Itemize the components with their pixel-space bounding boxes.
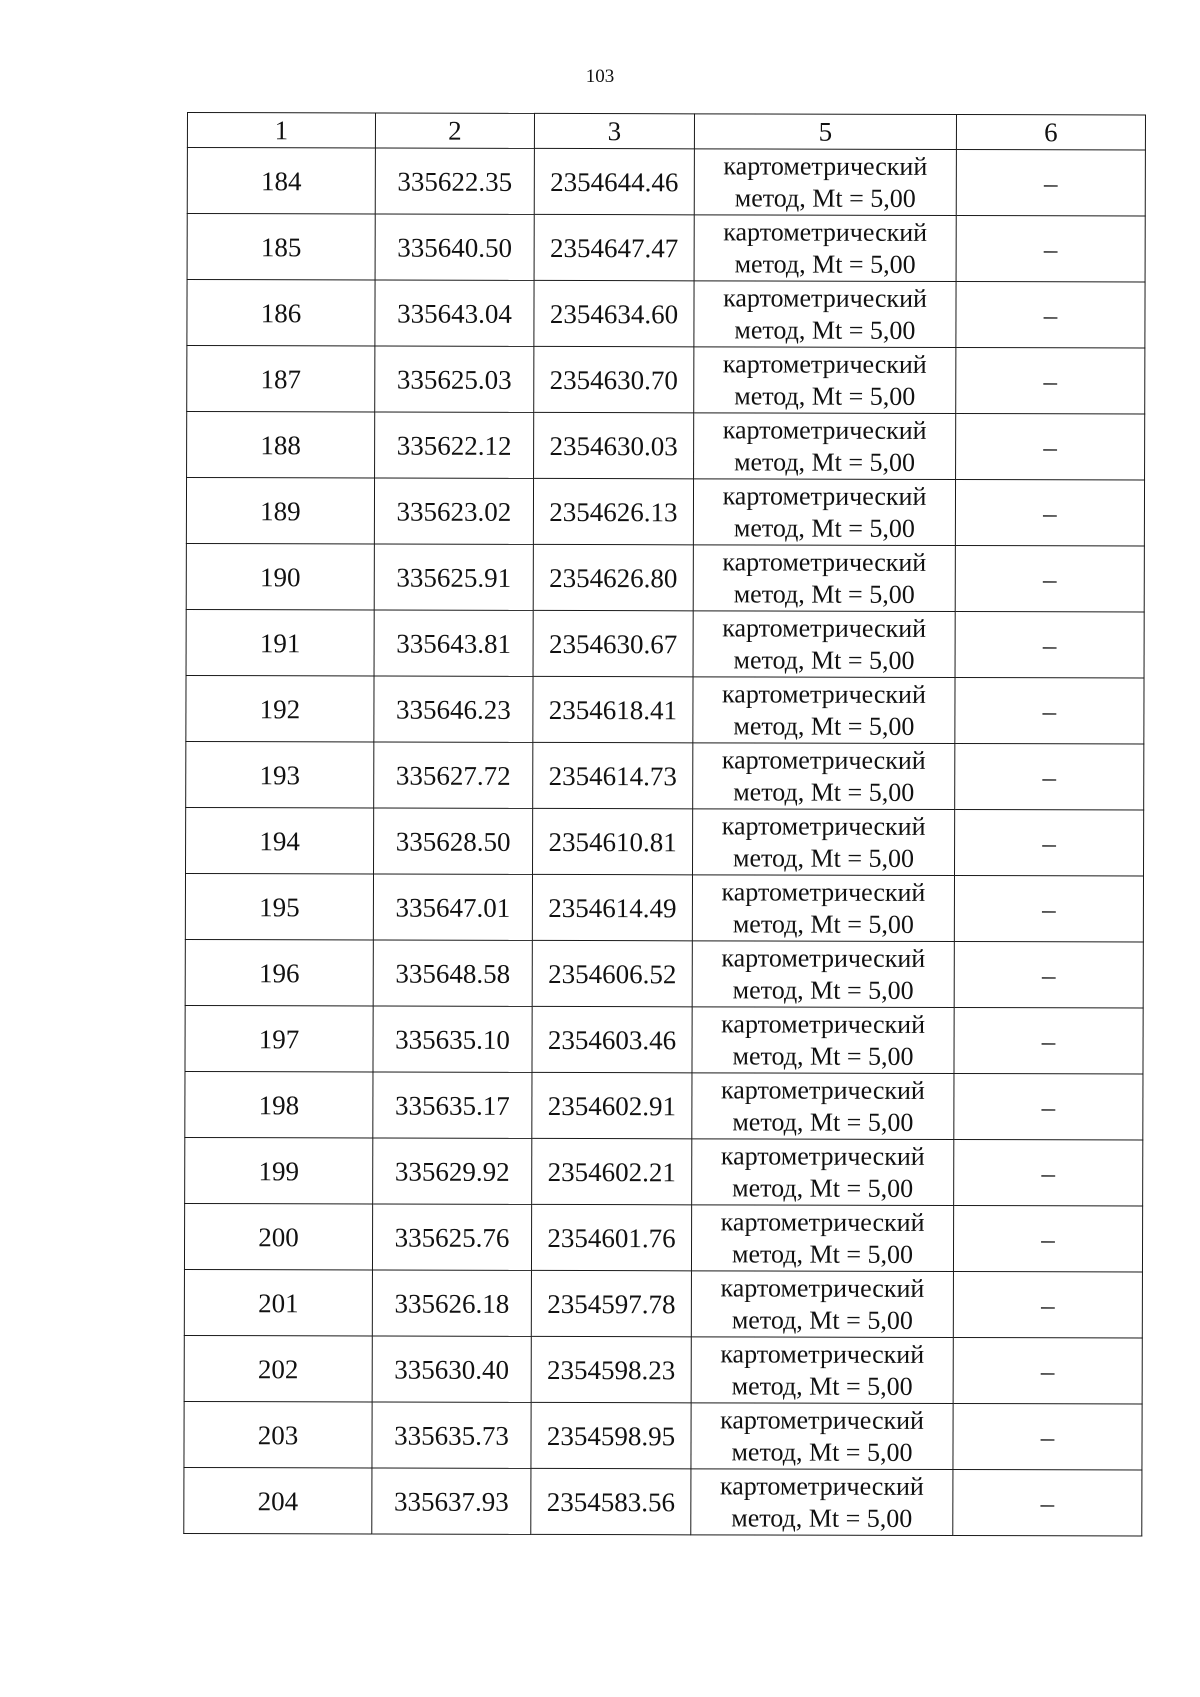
table-row: [187, 346, 1145, 415]
x-coordinate-cell: 335622.12: [375, 412, 534, 478]
method-cell: [693, 809, 955, 876]
method-accuracy: метод, Mt = 5,00: [734, 182, 916, 213]
y-coordinate-cell: 2354614.49: [532, 874, 692, 940]
method-accuracy: метод, Mt = 5,00: [732, 1172, 914, 1203]
table-row: [186, 741, 1144, 810]
note-cell: –: [954, 1140, 1143, 1206]
x-coordinate-cell: 335635.17: [373, 1072, 532, 1138]
x-coordinate-cell: 335643.81: [374, 610, 533, 676]
table-row: [186, 478, 1144, 547]
x-coordinate-cell: 335635.73: [372, 1402, 531, 1468]
method-accuracy: метод, Mt = 5,00: [733, 578, 915, 609]
table-row: [184, 1335, 1142, 1404]
point-number-cell: 202: [184, 1335, 372, 1401]
method-accuracy: метод, Mt = 5,00: [731, 1370, 913, 1401]
coordinates-table: [183, 112, 1146, 1537]
table-row: [185, 939, 1143, 1008]
method-accuracy: метод, Mt = 5,00: [733, 710, 915, 741]
point-number-cell: 197: [185, 1005, 373, 1071]
method-accuracy: метод, Mt = 5,00: [732, 974, 914, 1005]
method-cell: [694, 347, 956, 414]
x-coordinate-cell: 335648.58: [373, 940, 532, 1006]
method-cell: [694, 215, 956, 282]
method-accuracy: метод, Mt = 5,00: [733, 644, 915, 675]
point-number-cell: 184: [187, 148, 375, 214]
table-row: [184, 1203, 1142, 1272]
x-coordinate-cell: 335646.23: [374, 676, 533, 742]
y-coordinate-cell: 2354630.67: [533, 610, 693, 676]
method-name: картометрический: [720, 1272, 925, 1303]
header-col-5: 5: [694, 114, 956, 150]
point-number-cell: 189: [186, 478, 374, 544]
x-coordinate-cell: 335626.18: [372, 1270, 531, 1336]
method-name: картометрический: [722, 414, 927, 445]
point-number-cell: 201: [184, 1269, 372, 1335]
y-coordinate-cell: 2354583.56: [531, 1468, 691, 1534]
method-cell: [694, 281, 956, 348]
method-name: картометрический: [721, 876, 926, 907]
method-cell: [691, 1403, 953, 1470]
method-accuracy: метод, Mt = 5,00: [733, 842, 915, 873]
note-cell: –: [954, 1008, 1143, 1074]
method-cell: [693, 677, 955, 744]
header-row: [187, 113, 1145, 151]
method-name: картометрический: [720, 1338, 925, 1369]
y-coordinate-cell: 2354630.03: [534, 412, 694, 478]
x-coordinate-cell: 335630.40: [372, 1336, 531, 1402]
method-cell: [693, 611, 955, 678]
x-coordinate-cell: 335637.93: [372, 1468, 531, 1534]
point-number-cell: 190: [186, 543, 374, 609]
table-row: [187, 214, 1145, 283]
table-row: [184, 1401, 1142, 1470]
header-col-2: 2: [375, 113, 534, 148]
y-coordinate-cell: 2354626.13: [533, 478, 693, 544]
point-number-cell: 195: [185, 873, 373, 939]
x-coordinate-cell: 335628.50: [374, 808, 533, 874]
method-accuracy: метод, Mt = 5,00: [731, 1304, 913, 1335]
note-cell: –: [955, 612, 1144, 678]
x-coordinate-cell: 335622.35: [375, 148, 534, 214]
x-coordinate-cell: 335629.92: [373, 1138, 532, 1204]
method-cell: [693, 545, 955, 612]
header-col-3: 3: [534, 113, 694, 148]
table-row: [186, 807, 1144, 876]
method-cell: [694, 413, 956, 480]
method-accuracy: метод, Mt = 5,00: [734, 380, 916, 411]
point-number-cell: 186: [187, 280, 375, 346]
method-accuracy: метод, Mt = 5,00: [732, 1106, 914, 1137]
method-cell: [691, 1469, 953, 1536]
note-cell: –: [954, 876, 1143, 942]
note-cell: –: [953, 1338, 1142, 1404]
note-cell: –: [953, 1206, 1142, 1272]
note-cell: –: [956, 282, 1145, 348]
method-name: картометрический: [720, 1404, 925, 1435]
y-coordinate-cell: 2354626.80: [533, 544, 693, 610]
method-name: картометрический: [722, 612, 927, 643]
method-accuracy: метод, Mt = 5,00: [731, 1238, 914, 1269]
note-cell: –: [955, 810, 1144, 876]
table-row: [185, 1137, 1143, 1206]
note-cell: –: [955, 744, 1144, 810]
method-name: картометрический: [721, 942, 926, 973]
point-number-cell: 193: [186, 741, 374, 807]
method-name: картометрический: [722, 546, 927, 577]
y-coordinate-cell: 2354598.95: [531, 1402, 691, 1468]
method-name: картометрический: [723, 150, 928, 181]
point-number-cell: 198: [185, 1071, 373, 1137]
point-number-cell: 199: [185, 1137, 373, 1203]
y-coordinate-cell: 2354602.91: [532, 1072, 692, 1138]
x-coordinate-cell: 335625.03: [375, 346, 534, 412]
y-coordinate-cell: 2354603.46: [532, 1006, 692, 1072]
table-body: [184, 148, 1146, 1537]
method-accuracy: метод, Mt = 5,00: [733, 512, 915, 543]
note-cell: –: [956, 150, 1145, 216]
method-accuracy: метод, Mt = 5,00: [734, 314, 916, 345]
method-accuracy: метод, Mt = 5,00: [733, 776, 915, 807]
point-number-cell: 185: [187, 214, 375, 280]
note-cell: –: [955, 546, 1144, 612]
point-number-cell: 196: [185, 939, 373, 1005]
method-name: картометрический: [722, 348, 927, 379]
page-number: 103: [585, 66, 615, 87]
note-cell: –: [954, 942, 1143, 1008]
method-name: картометрический: [721, 810, 926, 841]
method-accuracy: метод, Mt = 5,00: [731, 1502, 913, 1533]
table-row: [184, 1269, 1142, 1338]
method-accuracy: метод, Mt = 5,00: [731, 1436, 913, 1467]
point-number-cell: 191: [186, 609, 374, 675]
y-coordinate-cell: 2354606.52: [532, 940, 692, 1006]
note-cell: –: [955, 480, 1144, 546]
method-cell: [692, 1073, 954, 1140]
x-coordinate-cell: 335635.10: [373, 1006, 532, 1072]
method-name: картометрический: [723, 216, 928, 247]
header-col-6: 6: [956, 115, 1145, 150]
y-coordinate-cell: 2354598.23: [531, 1336, 691, 1402]
method-cell: [692, 1007, 954, 1074]
method-name: картометрический: [723, 282, 927, 313]
note-cell: –: [953, 1470, 1142, 1536]
note-cell: –: [956, 348, 1145, 414]
y-coordinate-cell: 2354618.41: [533, 676, 693, 742]
method-cell: [692, 875, 954, 942]
note-cell: –: [955, 678, 1144, 744]
header-col-1: 1: [187, 113, 375, 148]
y-coordinate-cell: 2354630.70: [534, 346, 694, 412]
method-cell: [693, 743, 955, 810]
table-row: [185, 873, 1143, 942]
method-name: картометрический: [721, 744, 926, 775]
table-row: [186, 543, 1144, 612]
x-coordinate-cell: 335640.50: [375, 214, 534, 280]
method-cell: [692, 1139, 954, 1206]
y-coordinate-cell: 2354601.76: [531, 1204, 691, 1270]
y-coordinate-cell: 2354634.60: [534, 280, 694, 346]
y-coordinate-cell: 2354602.21: [532, 1138, 692, 1204]
method-name: картометрический: [720, 1074, 925, 1105]
y-coordinate-cell: 2354614.73: [533, 742, 693, 808]
method-name: картометрический: [720, 1140, 925, 1171]
method-name: картометрический: [722, 678, 926, 709]
x-coordinate-cell: 335627.72: [374, 742, 533, 808]
method-cell: [691, 1337, 953, 1404]
point-number-cell: 200: [184, 1203, 372, 1269]
point-number-cell: 188: [187, 412, 375, 478]
method-accuracy: метод, Mt = 5,00: [732, 908, 914, 939]
point-number-cell: 192: [186, 675, 374, 741]
point-number-cell: 187: [187, 346, 375, 412]
y-coordinate-cell: 2354647.47: [534, 214, 694, 280]
table-row: [185, 1071, 1143, 1140]
method-cell: [692, 941, 954, 1008]
x-coordinate-cell: 335625.91: [374, 544, 533, 610]
note-cell: –: [956, 414, 1145, 480]
table-row: [187, 280, 1145, 349]
method-name: картометрический: [719, 1470, 924, 1501]
note-cell: –: [953, 1272, 1142, 1338]
method-cell: [691, 1271, 953, 1338]
method-cell: [694, 149, 956, 216]
table-row: [186, 609, 1144, 678]
x-coordinate-cell: 335643.04: [375, 280, 534, 346]
table-row: [186, 675, 1144, 744]
table-row: [187, 412, 1145, 481]
point-number-cell: 194: [186, 807, 374, 873]
method-accuracy: метод, Mt = 5,00: [734, 446, 916, 477]
y-coordinate-cell: 2354644.46: [534, 148, 694, 214]
method-cell: [693, 479, 955, 546]
x-coordinate-cell: 335625.76: [372, 1204, 531, 1270]
note-cell: –: [956, 216, 1145, 282]
method-accuracy: метод, Mt = 5,00: [732, 1040, 914, 1071]
method-name: картометрический: [722, 480, 927, 511]
x-coordinate-cell: 335647.01: [373, 874, 532, 940]
x-coordinate-cell: 335623.02: [374, 478, 533, 544]
method-accuracy: метод, Mt = 5,00: [734, 248, 916, 279]
method-name: картометрический: [720, 1206, 925, 1237]
y-coordinate-cell: 2354610.81: [533, 808, 693, 874]
table-row: [184, 1467, 1142, 1536]
method-name: картометрический: [721, 1008, 926, 1039]
note-cell: –: [954, 1074, 1143, 1140]
point-number-cell: 203: [184, 1401, 372, 1467]
y-coordinate-cell: 2354597.78: [531, 1270, 691, 1336]
table-header: [187, 113, 1145, 151]
method-cell: [691, 1205, 953, 1272]
note-cell: –: [953, 1404, 1142, 1470]
table-row: [187, 148, 1145, 217]
point-number-cell: 204: [184, 1467, 372, 1533]
table-row: [185, 1005, 1143, 1074]
